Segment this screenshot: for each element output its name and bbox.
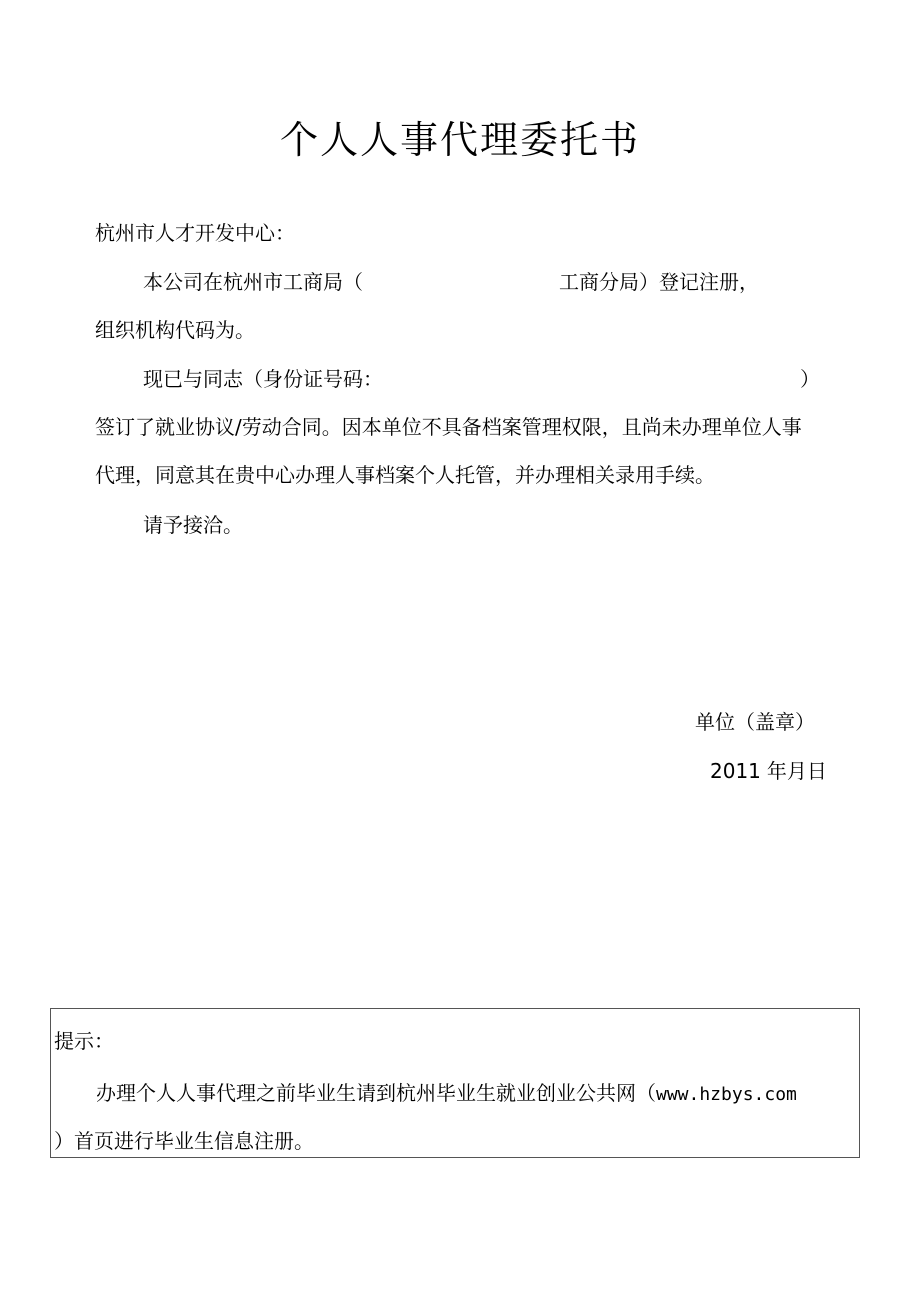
id-close-bracket: ） [800, 367, 820, 391]
paragraph-1-line-1 [143, 268, 759, 296]
document-title: 个人人事代理委托书 [279, 118, 640, 162]
notice-url: www.hzbys.com [656, 1084, 797, 1105]
signature-date-suffix: 年月日 [766, 759, 827, 783]
registration-prefix: 本公司在杭州市工商局（ [143, 270, 363, 294]
addressee: 杭州市人才开发中心： [95, 221, 295, 245]
signature-unit: 单位（盖章） [695, 710, 815, 734]
closing-line: 请予接洽。 [143, 513, 243, 537]
paragraph-2-line-2: 签订了就业协议/劳动合同。因本单位不具备档案管理权限，且尚未办理单位人事 [95, 415, 802, 439]
notice-box [50, 1008, 860, 1158]
paragraph-2-line-1: 现已与同志（身份证号码： [143, 367, 383, 391]
notice-line-1 [96, 1079, 797, 1109]
notice-line-2: ）首页进行毕业生信息注册。 [54, 1129, 314, 1153]
signature-date [710, 757, 827, 785]
paragraph-1-line-2: 组织机构代码为。 [95, 318, 255, 342]
signature-year: 2011 [710, 759, 761, 783]
notice-text: 办理个人人事代理之前毕业生请到杭州毕业生就业创业公共网（ [96, 1081, 656, 1105]
registration-suffix: 工商分局）登记注册， [559, 270, 759, 294]
notice-label: 提示： [54, 1029, 114, 1053]
paragraph-2-line-3: 代理，同意其在贵中心办理人事档案个人托管，并办理相关录用手续。 [95, 463, 715, 487]
